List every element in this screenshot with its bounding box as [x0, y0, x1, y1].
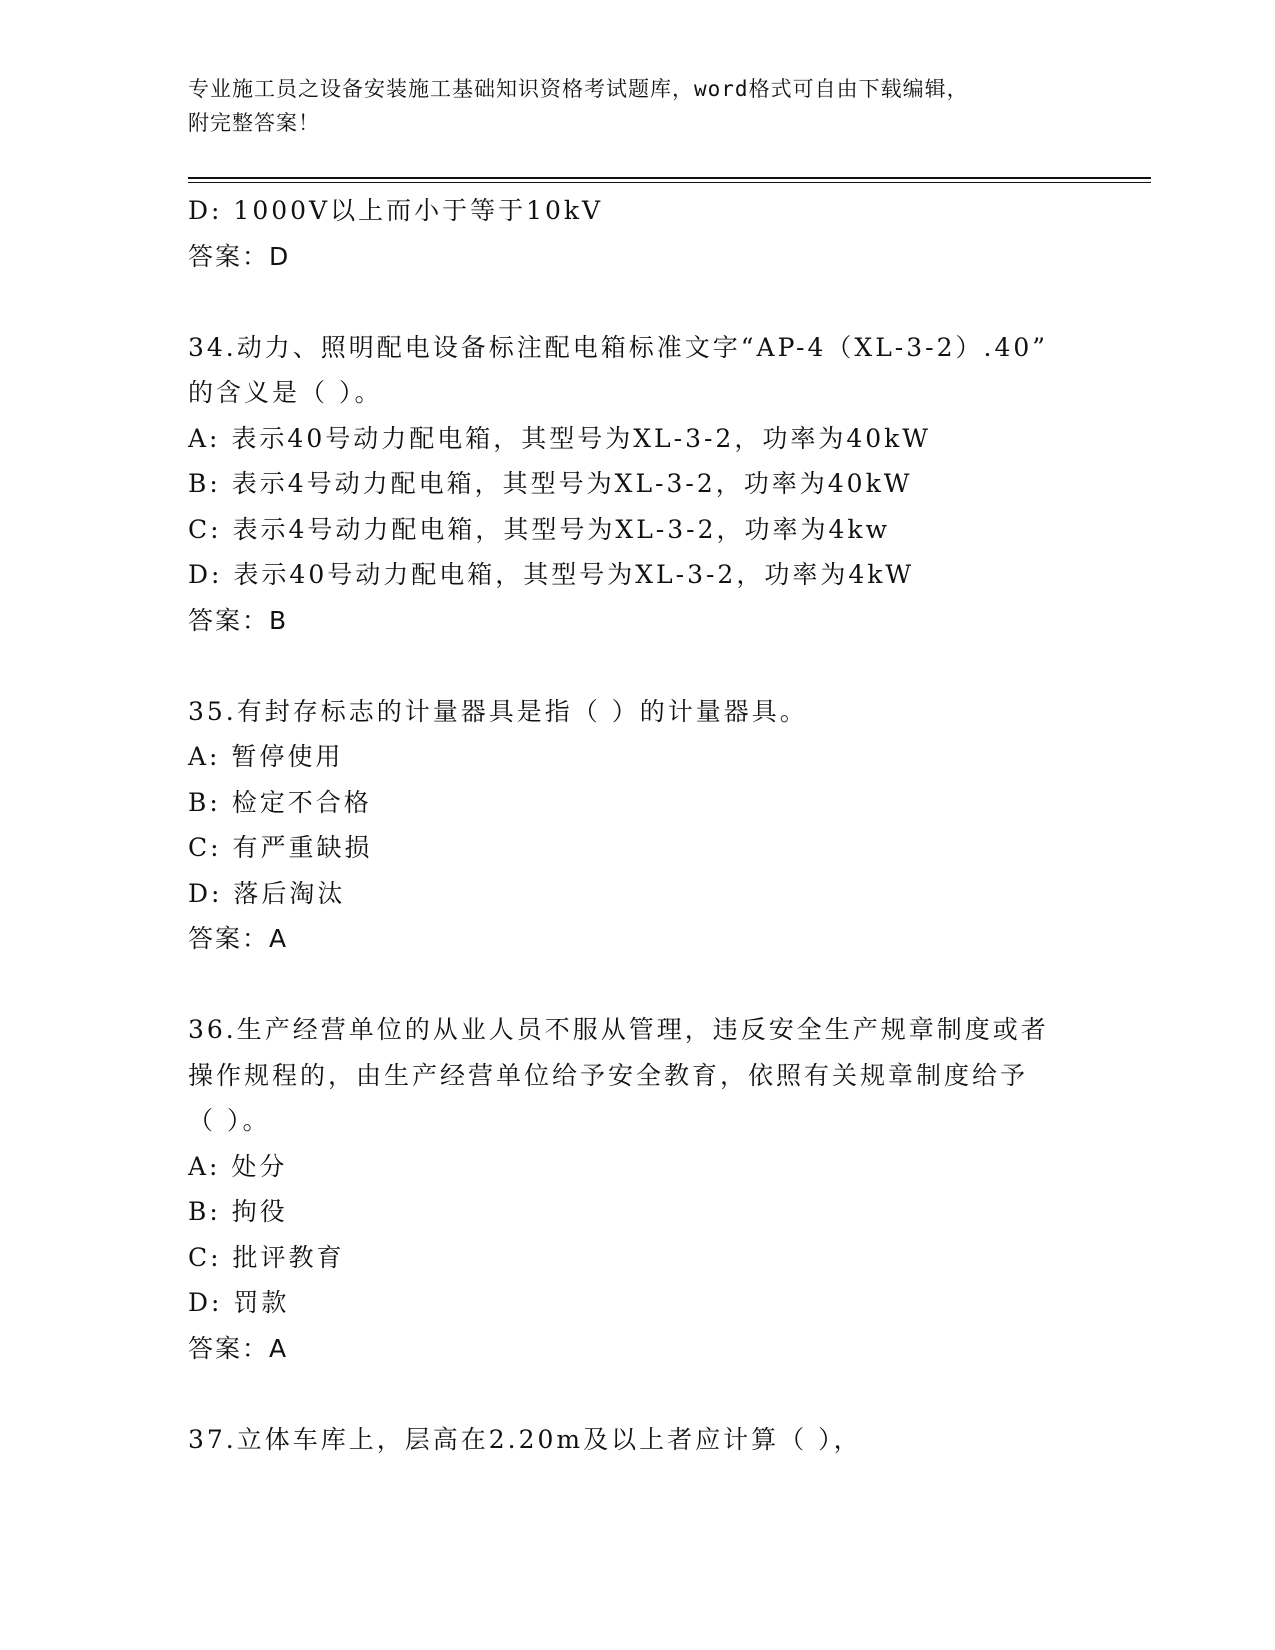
header-line-1: 专业施工员之设备安装施工基础知识资格考试题库，word格式可自由下载编辑，: [188, 77, 969, 101]
option-c: C: 有严重缺损: [188, 833, 373, 862]
question-37: [188, 1417, 1088, 1463]
option-d: D: 罚款: [188, 1288, 290, 1317]
option-b: B: 拘役: [188, 1197, 288, 1226]
question-stem: （ ）。: [188, 1106, 271, 1135]
option-a: A: 表示40号动力配电箱，其型号为XL-3-2，功率为40kW: [188, 423, 931, 453]
spacer: [188, 1371, 1088, 1417]
option-a: A: 暂停使用: [188, 742, 344, 771]
option-d: D: 表示40号动力配电箱，其型号为XL-3-2，功率为4kW: [188, 560, 915, 589]
header-divider-thick: [188, 177, 1151, 179]
question-stem: 的含义是（ ）。: [188, 378, 383, 407]
question-35: [188, 689, 1088, 962]
question-stem: 35.有封存标志的计量器具是指（ ）的计量器具。: [188, 696, 808, 726]
header-divider-thin: [188, 182, 1151, 183]
option-b: B: 检定不合格: [188, 787, 372, 817]
answer-label: 答案：B: [188, 605, 289, 635]
option-c: C: 批评教育: [188, 1242, 345, 1272]
question-36: [188, 1007, 1088, 1371]
answer-label: 答案：D: [188, 241, 291, 271]
question-33-tail: [188, 188, 1088, 279]
option-d: D: 1000V以上而小于等于10kV: [188, 196, 604, 225]
question-stem: 37.立体车库上，层高在2.20m及以上者应计算（ ），: [188, 1424, 862, 1454]
option-d: D: 落后淘汰: [188, 878, 346, 908]
spacer: [188, 643, 1088, 689]
question-stem: 36.生产经营单位的从业人员不服从管理，违反安全生产规章制度或者: [188, 1015, 1049, 1044]
option-b: B: 表示4号动力配电箱，其型号为XL-3-2，功率为40kW: [188, 469, 913, 498]
spacer: [188, 962, 1088, 1008]
option-a: A: 处分: [188, 1151, 288, 1181]
answer-label: 答案：A: [188, 924, 289, 953]
spacer: [188, 279, 1088, 325]
question-34: [188, 325, 1088, 644]
question-stem: 34.动力、照明配电设备标注配电箱标准文字“AP-4（XL-3-2）.40”: [188, 332, 1049, 362]
option-c: C: 表示4号动力配电箱，其型号为XL-3-2，功率为4kw: [188, 514, 890, 544]
answer-label: 答案：A: [188, 1333, 289, 1363]
header-line-2: 附完整答案！: [188, 111, 320, 135]
question-list: [188, 188, 1088, 1462]
document-header: [188, 72, 1088, 140]
question-stem: 操作规程的，由生产经营单位给予安全教育，依照有关规章制度给予: [188, 1060, 1029, 1090]
